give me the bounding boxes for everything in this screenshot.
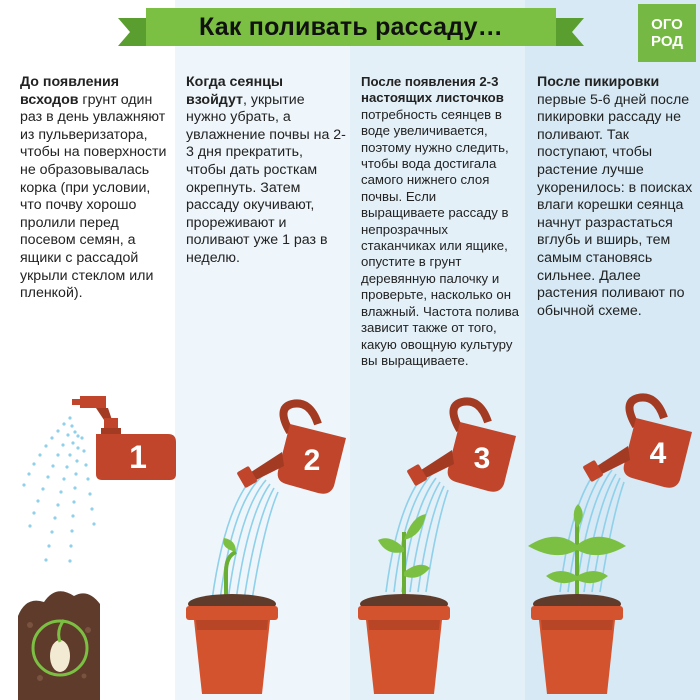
step-4-heading: После пикировки xyxy=(537,74,660,90)
step-4-body: первые 5-6 дней после пикировки рассаду не поливают. Так поступают, чтобы растение лучше укоренилось: в поисках влаги корешки сеянца начнут разрастаться вглубь и вширь, тем самым становясь сильнее. Далее растения поливают по обычной схеме. xyxy=(537,91,693,319)
step-3-heading: После появления 2-3 настоящих листочков xyxy=(361,74,504,106)
sprout-pot-2-icon xyxy=(186,538,278,694)
step-2-number: 2 xyxy=(303,444,321,477)
step-1-number: 1 xyxy=(129,439,147,475)
step-2-body: , укрытие нужно убрать, а увлажнение почвы на 2-3 дня прекратить, чтобы дать росткам окрепнуть. Затем рассаду окучивают, прореживают и поливают уже 1 раз в неделю. xyxy=(186,91,346,266)
logo-line-1: ОГО xyxy=(651,16,683,33)
logo-line-2: РОД xyxy=(651,33,683,50)
step-1-body: грунт один раз в день увлажняют из пульверизатора, чтобы на поверхности не образовывалась корка (при условии, что почву хорошо пролили перед посевом семян, а ящики с рассадой укрыли стеклом или пленкой). xyxy=(20,91,167,302)
step-3-number: 3 xyxy=(473,442,491,475)
water-stream-2-icon xyxy=(212,472,278,600)
watering-can-4-icon xyxy=(582,397,692,487)
step-1-heading: До появления всходов xyxy=(20,74,120,108)
watering-can-3-icon xyxy=(406,401,516,491)
page-title: Как поливать рассаду… xyxy=(199,12,503,41)
step-2-heading: Когда сеянцы взойдут xyxy=(186,74,283,108)
soil-seed-icon xyxy=(18,591,100,700)
plant-pot-3-icon xyxy=(358,514,450,694)
watering-can-2-icon xyxy=(236,403,346,493)
step-4-number: 4 xyxy=(649,437,667,470)
step-3-body: потребность сеянцев в воде увеличивается, поэтому нужно следить, чтобы вода достигала самого нижнего слоя почвы. Если выращиваете рассаду в непрозрачных стаканчиках или ящике, опустите в грунт деревянную палочку и проверьте, насколько он влажный. Частота полива зависит также от того, какую овощную культуру вы выращиваете. xyxy=(361,106,519,368)
spray-mist-icon xyxy=(22,416,95,562)
spray-bottle-icon xyxy=(72,396,176,480)
